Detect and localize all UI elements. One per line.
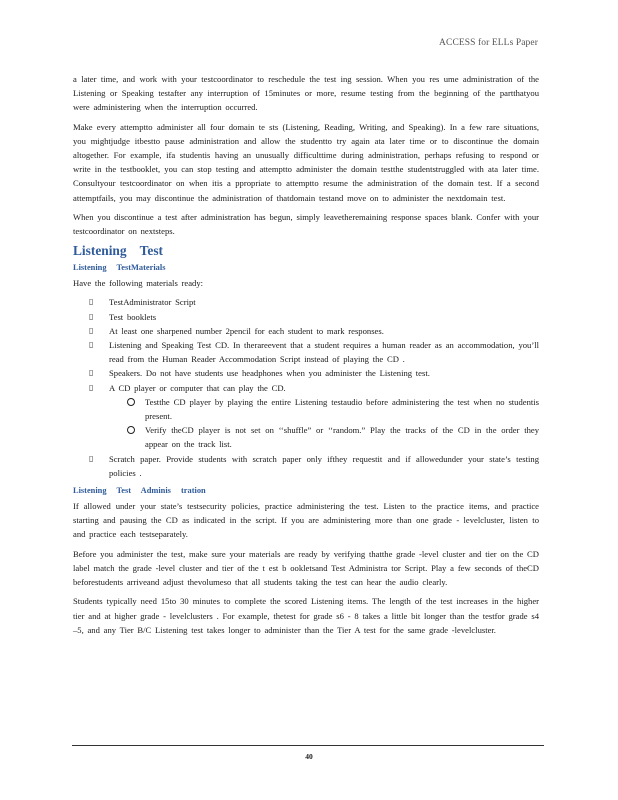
page-number: 40 bbox=[305, 752, 313, 761]
sub-list-item-text: Testthe CD player by playing the entire Listening testaudio before administering the test when no studentis present. bbox=[145, 396, 539, 422]
list-item bbox=[89, 310, 539, 324]
bullet-icon: ▯ bbox=[89, 368, 94, 378]
list-item-text: Speakers. Do not have students use headphones when you administer the Listening test. bbox=[109, 368, 430, 379]
running-head: ACCESS for ELLs Paper bbox=[439, 38, 538, 48]
footer-divider bbox=[72, 745, 544, 746]
list-item bbox=[89, 338, 539, 366]
paragraph-resume-testing: a later time, and work with your testcoordinator to reschedule the test ing session. When you res ume administration of the Listening or Speaking testafter any interruption of 15minutes or more, resume testing from the beginning of the partthatyou were administering when the interruption occurred. bbox=[73, 74, 539, 113]
list-item-text: At least one sharpened number 2pencil for each student to mark responses. bbox=[109, 325, 384, 336]
list-item bbox=[89, 381, 539, 452]
section-heading-listening-test: Listening Test bbox=[73, 243, 163, 259]
paragraph-test-duration: Students typically need 15to 30 minutes to complete the scored Listening items. The length of the test increases in the higher tier and at higher grade - levelclusters . For example, thetest for grade s6 - 8 takes a little bit longer than the testfor grade s4 –5, and any Tier B/C Listening test takes longer to administer than the Tier A test for the same grade -levelcluster. bbox=[73, 596, 539, 635]
list-item bbox=[89, 295, 539, 309]
list-item-text: TestAdministrator Script bbox=[109, 297, 196, 308]
circle-bullet-icon bbox=[127, 426, 135, 434]
materials-list bbox=[73, 295, 539, 480]
list-item bbox=[89, 452, 539, 480]
circle-bullet-icon bbox=[127, 398, 135, 406]
sub-list-item bbox=[127, 423, 539, 451]
list-item bbox=[89, 366, 539, 380]
cd-player-sublist bbox=[109, 395, 539, 452]
paragraph-discontinue-test: When you discontinue a test after administration has begun, simply leavetheremaining response spaces blank. Confer with your testcoordinator on nextsteps. bbox=[73, 211, 539, 237]
subheading-listening-test-materials: Listening TestMaterials bbox=[73, 263, 166, 273]
paragraph-practice-administering: If allowed under your state’s testsecurity policies, practice administering the test. Listen to the practice items, and practice starting and pausing the CD as indicated in the script. If you are administering more than one grade - levelcluster, listen to and practice each testseparately. bbox=[73, 501, 539, 540]
subheading-listening-test-administration: Listening Test Adminis tration bbox=[73, 486, 206, 496]
list-item-text: Listening and Speaking Test CD. In therareevent that a student requires a human reader as an accommodation, you’ll read from the Human Reader Accommodation Script instead of playing the CD . bbox=[109, 340, 539, 365]
bullet-icon: ▯ bbox=[89, 340, 94, 350]
paragraph-verify-materials: Before you administer the test, make sure your materials are ready by verifying thatthe grade -level cluster and tier on the CD label match the grade -level cluster and tier of the t est b ookletsand Test Administra tor Script. Play a few seconds of theCD beforestudents arriveand adjust thevolumeso that all students taking the test can hear the audio clearly. bbox=[73, 548, 539, 588]
bullet-icon: ▯ bbox=[89, 453, 94, 463]
materials-intro: Have the following materials ready: bbox=[73, 278, 204, 289]
bullet-icon: ▯ bbox=[89, 297, 94, 307]
page-content bbox=[73, 72, 539, 642]
paragraph-administer-all-domains: Make every attemptto administer all four domain te sts (Listening, Reading, Writing, and Speaking). In a few rare situations, you mightjudge itbestto pause administration and allow the studentto try again ata later time or to discontinue the domain altogether. For example, ifa studentis having an unusually difficulttime during administration, perhaps refusing to respond or write in the testbooklet, you can stop testing and attemptto administer the domain testthe studentstruggled with ata later time. Consultyour testcoordinator on when itis a ppropriate to attemptto resume the administration of the domain test. If a second attemptfails, you may discontinue the administration of thatdomain testand move on to administer the nextdomain test. bbox=[73, 121, 539, 203]
bullet-icon: ▯ bbox=[89, 311, 94, 321]
sub-list-item bbox=[127, 395, 539, 423]
list-item bbox=[89, 324, 539, 338]
list-item-text: Scratch paper. Provide students with scratch paper only ifthey requestit and if allowedunder your state’s testing policies . bbox=[109, 453, 539, 478]
list-item-text: Test booklets bbox=[109, 311, 157, 322]
bullet-icon: ▯ bbox=[89, 382, 94, 392]
list-item-text: A CD player or computer that can play the CD. bbox=[109, 382, 286, 393]
bullet-icon: ▯ bbox=[89, 325, 94, 335]
sub-list-item-text: Verify theCD player is not set on ‘‘shuffle” or ‘‘random.” Play the tracks of the CD in the order they appear on the track list. bbox=[145, 425, 539, 450]
